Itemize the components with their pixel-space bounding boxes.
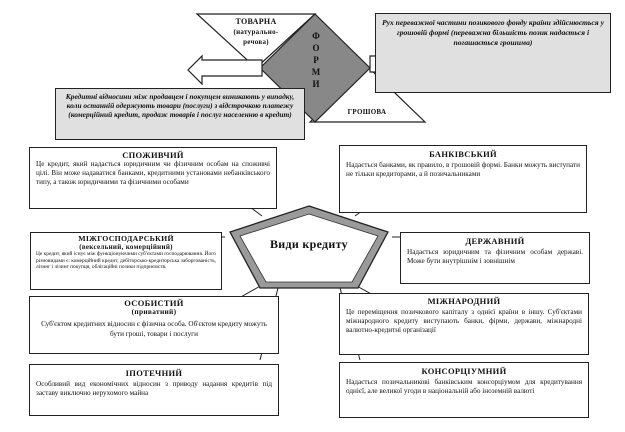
left-note-text: Кредитні відносини між продавцем і покупцем виникають у випадку, коли останній одержують товари (послуги) з відстрочкою платежу (комерційний кредит, продаж товарів і послуг населенню в кредит) xyxy=(65,92,295,120)
interbusiness-credit-title: МІЖГОСПОДАРСЬКИЙ xyxy=(78,234,174,243)
commodity-subtitle: (натурально-речова) xyxy=(233,28,279,46)
consumer-credit-box xyxy=(29,147,277,209)
mortgage-credit-text: Особливий вид економічних відносин з приводу надання кредитів під заставу виключно нерухомого майна xyxy=(36,380,272,398)
left-note xyxy=(55,88,305,140)
state-credit-text: Надається юридичним та фізичним особам державі. Може бути внутрішнім і зовнішнім xyxy=(407,248,583,266)
forms-label-text: Ф О Р М И xyxy=(311,31,321,89)
left-arrow xyxy=(188,56,262,84)
commodity-title xyxy=(222,17,290,47)
bank-credit-text: Надається банками, як правило, в грошовій формі. Банки можуть виступати не тільки кредиторами, а й позичальниками xyxy=(346,161,580,179)
consortium-credit-text: Надається позичальникові банківським консорціумом для кредитування однієї, але великої угоди в національній або іноземній валюті xyxy=(346,378,582,396)
credit-types-label-text: Види кредиту xyxy=(270,237,348,251)
interbusiness-credit-text: Це кредит, який існує між функціонуючими суб'єктами господарювання. Його різновидами є: комерційний кредит, дебіторсько-кредиторська заборгованість, лізинг і лізинг покупця, облігаційні позики підприємств. xyxy=(36,251,216,271)
right-note-text: Рух переважної частини позикового фонду країни здійснюється у грошовій формі (переважна більшість позик надається і погашається грошима) xyxy=(382,18,604,47)
personal-credit-subtitle: (приватний) xyxy=(131,307,177,317)
monetary-title xyxy=(340,108,394,116)
personal-credit-title: ОСОБИСТИЙ xyxy=(124,298,184,308)
forms-label xyxy=(309,30,323,110)
personal-credit-text: Суб'єктом кредитних відносин є фізична особа. Об'єктом кредиту можуть бути гроші, товари і послуги xyxy=(41,320,267,338)
bank-credit-box xyxy=(339,145,587,213)
consortium-credit-title: КОНСОРЦІУМНИЙ xyxy=(421,366,507,376)
state-credit-title: ДЕРЖАВНИЙ xyxy=(465,236,525,246)
credit-types-label xyxy=(264,237,354,251)
state-credit-box xyxy=(400,232,590,284)
monetary-title-text: ГРОШОВА xyxy=(347,108,387,116)
mortgage-credit-box xyxy=(29,364,279,416)
right-note xyxy=(375,13,611,93)
consumer-credit-text: Це кредит, який надається юридичним чи фізичним особам на споживчі цілі. Він може надаватися банками, кредитними установами небанківського типу, а також юридичними та фізичними особами xyxy=(36,160,270,187)
consumer-credit-title: СПОЖИВЧИЙ xyxy=(122,150,184,160)
interbusiness-credit-subtitle: (вексельний, комерційний) xyxy=(79,242,173,251)
consortium-credit-box xyxy=(339,362,589,418)
commodity-title-text: ТОВАРНА xyxy=(235,17,277,26)
international-credit-title: МІЖНАРОДНИЙ xyxy=(427,296,501,306)
interbusiness-credit-box xyxy=(30,232,222,290)
bank-credit-title: БАНКІВСЬКИЙ xyxy=(429,149,497,159)
mortgage-credit-title: ІПОТЕЧНИЙ xyxy=(125,368,183,378)
international-credit-box xyxy=(339,293,589,355)
personal-credit-box xyxy=(29,296,279,354)
international-credit-text: Це переміщення позичкового капіталу з однієї країни в іншу. Суб'єктами міжнародного кредиту виступають банки, фірми, держави, міжнародні валютно-кредитні організації xyxy=(346,308,582,335)
